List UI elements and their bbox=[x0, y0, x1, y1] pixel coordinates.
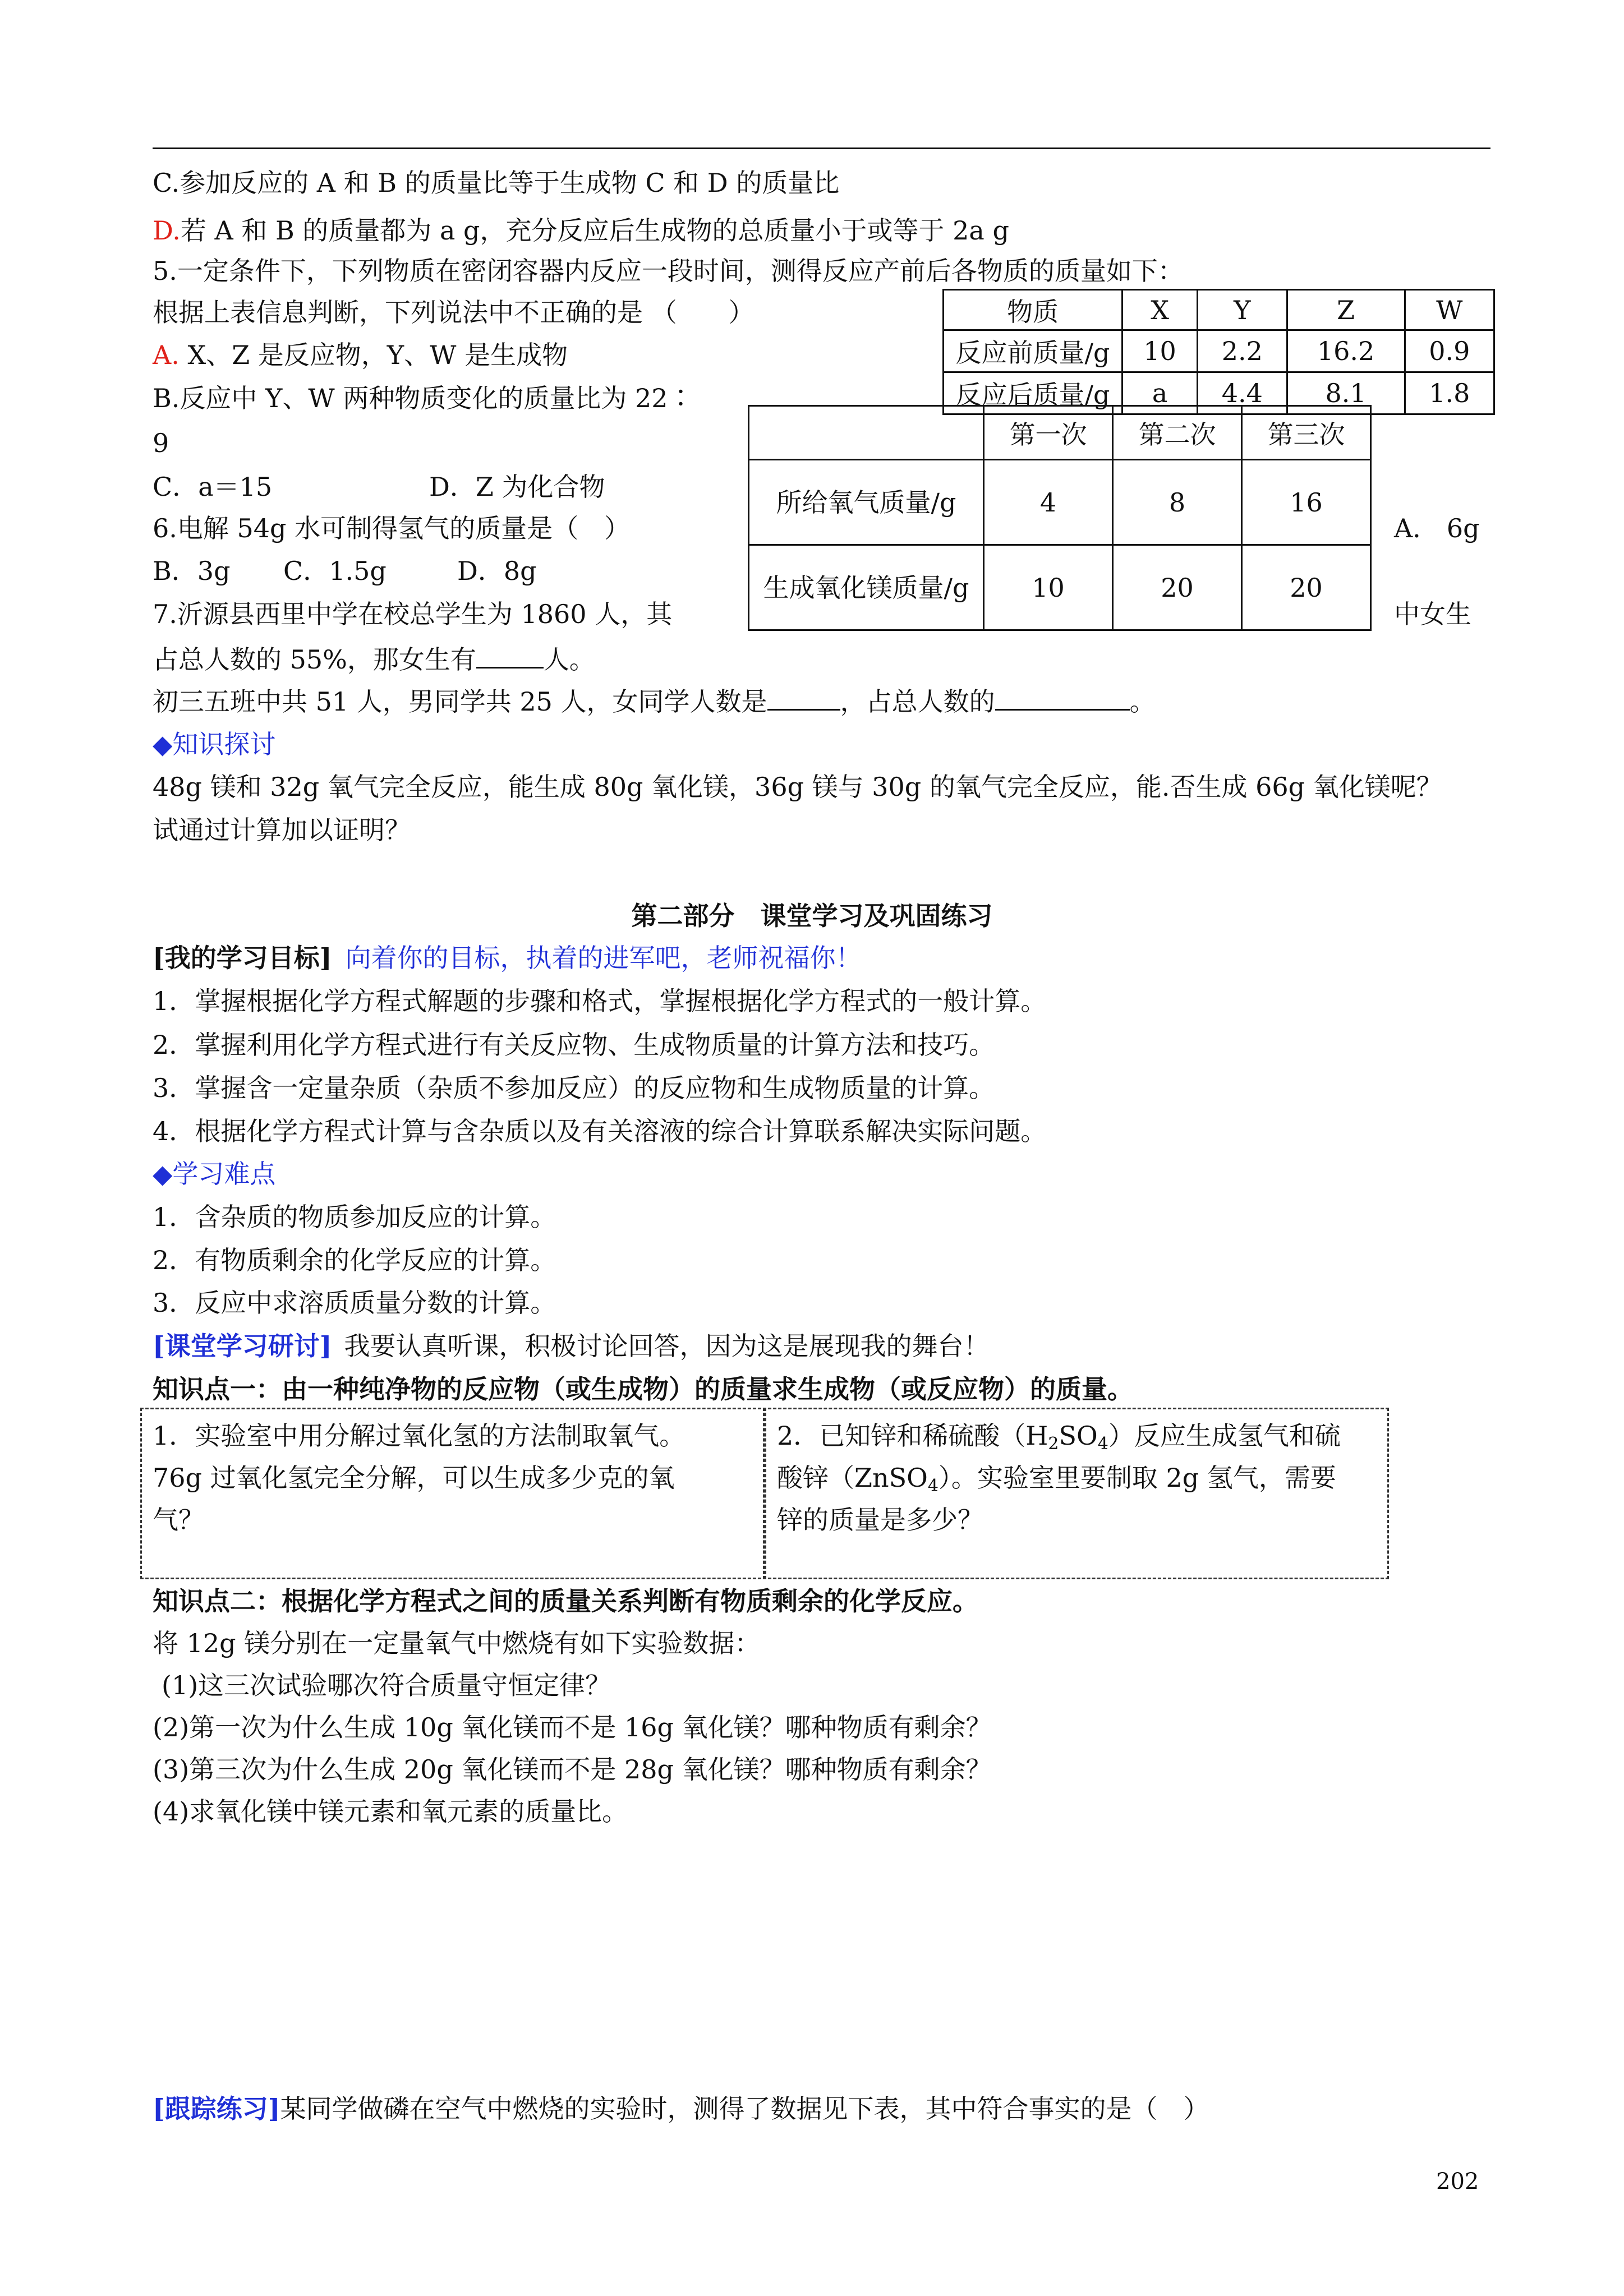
q7-line2 bbox=[153, 642, 595, 676]
box-left-line-2: 76g 过氧化氢完全分解，可以生成多少克的氧 bbox=[153, 1463, 675, 1493]
mg-oxygen-table bbox=[748, 405, 1372, 631]
q7-line3-mid: ，占总人数的 bbox=[840, 686, 995, 717]
table-cell: 16.2 bbox=[1287, 330, 1405, 372]
header-rule bbox=[153, 147, 1490, 149]
table-cell: 8 bbox=[1113, 460, 1242, 545]
kp2-intro: 将 12g 镁分别在一定量氧气中燃烧有如下实验数据： bbox=[153, 1628, 761, 1658]
goal-label: [我的学习目标] bbox=[153, 943, 332, 973]
table-cell: 1.8 bbox=[1405, 372, 1494, 414]
subscript: 4 bbox=[927, 1476, 938, 1496]
q5-stem2: 根据上表信息判断，下列说法中不正确的是 （ ） bbox=[153, 297, 755, 328]
q5-option-a-letter: A. bbox=[153, 340, 180, 370]
table-cell: 10 bbox=[1122, 330, 1198, 372]
table-cell: 16 bbox=[1242, 460, 1371, 545]
table-cell: 第三次 bbox=[1242, 406, 1371, 460]
box-right-text: SO bbox=[1059, 1421, 1098, 1451]
table-cell: 所给氧气质量/g bbox=[749, 460, 984, 545]
goal-item-3: 3．掌握含一定量杂质（杂质不参加反应）的反应物和生成物质量的计算。 bbox=[153, 1073, 995, 1103]
q6-option-b: B．3g bbox=[153, 556, 231, 586]
table-row bbox=[749, 460, 1371, 545]
class-study-label: [课堂学习研讨] bbox=[153, 1331, 332, 1361]
box-right-text: ）。实验室里要制取 2g 氢气，需要 bbox=[938, 1463, 1336, 1493]
q4-option-d-letter: D. bbox=[153, 215, 181, 246]
q7-line2-text: 占总人数的 55%，那女生有 bbox=[153, 644, 476, 675]
q7-line1-tail: 中女生 bbox=[1394, 599, 1471, 629]
table-cell: 第二次 bbox=[1113, 406, 1242, 460]
tracking-exercise-line bbox=[153, 2092, 1209, 2126]
table-cell: 第一次 bbox=[984, 406, 1113, 460]
difficulty-heading: ◆学习难点 bbox=[153, 1159, 276, 1189]
q4-option-d-text: 若 A 和 B 的质量都为 a g，充分反应后生成物的总质量小于或等于 2a g bbox=[180, 215, 1009, 246]
box-right-line-3: 锌的质量是多少？ bbox=[777, 1505, 983, 1535]
table-cell: Y bbox=[1198, 290, 1287, 330]
box-right-text: ）反应生成氢气和硫 bbox=[1108, 1421, 1341, 1451]
table-row bbox=[749, 545, 1371, 630]
class-study-line bbox=[153, 1329, 990, 1363]
kp2-question-2: (2)第一次为什么生成 10g 氧化镁而不是 16g 氧化镁？哪种物质有剩余？ bbox=[153, 1712, 992, 1742]
knowledge-point-2: 知识点二：根据化学方程式之间的质量关系判断有物质剩余的化学反应。 bbox=[153, 1586, 978, 1616]
tracking-exercise-label: [跟踪练习] bbox=[153, 2094, 280, 2124]
table-cell: a bbox=[1122, 372, 1198, 414]
box-left-line-1: 1．实验室中用分解过氧化氢的方法制取氧气。 bbox=[153, 1421, 686, 1451]
table-cell: 反应前质量/g bbox=[944, 330, 1122, 372]
explore-paragraph-1: 48g 镁和 32g 氧气完全反应，能生成 80g 氧化镁，36g 镁与 30g 的氧气完全反应，能.否生成 66g 氧化镁呢？ bbox=[153, 772, 1442, 802]
table-cell: X bbox=[1122, 290, 1198, 330]
table-cell: 20 bbox=[1242, 545, 1371, 630]
table-cell: W bbox=[1405, 290, 1494, 330]
q5-option-a-text: X、Z 是反应物，Y、W 是生成物 bbox=[179, 340, 568, 370]
table-cell: 4.4 bbox=[1198, 372, 1287, 414]
table-cell: Z bbox=[1287, 290, 1405, 330]
knowledge-point-1: 知识点一：由一种纯净物的反应物（或生成物）的质量求生成物（或反应物）的质量。 bbox=[153, 1374, 1133, 1404]
q7-line3-text: 初三五班中共 51 人，男同学共 25 人，女同学人数是 bbox=[153, 686, 767, 717]
q5-option-a bbox=[153, 338, 568, 372]
q7-line1: 7.沂源县西里中学在校总学生为 1860 人，其 bbox=[153, 599, 673, 629]
table-cell: 2.2 bbox=[1198, 330, 1287, 372]
box-left-line-3: 气？ bbox=[153, 1505, 204, 1535]
difficulty-item-1: 1．含杂质的物质参加反应的计算。 bbox=[153, 1202, 556, 1232]
part2-title: 第二部分 课堂学习及巩固练习 bbox=[631, 901, 993, 931]
kp2-question-3: (3)第三次为什么生成 20g 氧化镁而不是 28g 氧化镁？哪种物质有剩余？ bbox=[153, 1754, 992, 1785]
table-cell: 8.1 bbox=[1287, 372, 1405, 414]
table-row bbox=[944, 330, 1494, 372]
q6-option-d: D．8g bbox=[457, 556, 537, 586]
q6-option-c: C．1.5g bbox=[283, 556, 387, 586]
table-cell: 物质 bbox=[944, 290, 1122, 330]
goal-slogan: 向着你的目标，执着的进军吧，老师祝福你！ bbox=[345, 943, 862, 973]
q5-stem: 5.一定条件下，下列物质在密闭容器内反应一段时间，测得反应产前后各物质的质量如下： bbox=[153, 256, 1184, 286]
table-cell bbox=[749, 406, 984, 460]
difficulty-item-2: 2．有物质剩余的化学反应的计算。 bbox=[153, 1245, 556, 1275]
table-cell: 4 bbox=[984, 460, 1113, 545]
q5-option-b-line1: B.反应中 Y、W 两种物质变化的质量比为 22∶ bbox=[153, 383, 694, 413]
answer-blank[interactable] bbox=[995, 684, 1130, 711]
kp2-question-1: (1)这三次试验哪次符合质量守恒定律？ bbox=[162, 1670, 611, 1700]
q5-option-d: D．Z 为化合物 bbox=[429, 472, 605, 502]
class-study-text: 我要认真听课，积极讨论回答，因为这是展现我的舞台！ bbox=[344, 1331, 990, 1361]
q7-line2-end: 人。 bbox=[543, 644, 595, 675]
answer-blank[interactable] bbox=[767, 684, 840, 711]
difficulty-item-3: 3．反应中求溶质质量分数的计算。 bbox=[153, 1288, 556, 1318]
q5-option-c: C．a＝15 bbox=[153, 472, 273, 502]
table-cell: 0.9 bbox=[1405, 330, 1494, 372]
q6-stem: 6.电解 54g 水可制得氢气的质量是（ ） bbox=[153, 513, 631, 543]
box-right-text: 酸锌（ZnSO bbox=[777, 1463, 928, 1493]
box-right-line-1 bbox=[777, 1419, 1341, 1461]
q5-mass-table bbox=[942, 289, 1495, 415]
q7-line3-end: 。 bbox=[1129, 686, 1156, 717]
goal-item-2: 2．掌握利用化学方程式进行有关反应物、生成物质量的计算方法和技巧。 bbox=[153, 1030, 995, 1060]
explore-heading: ◆知识探讨 bbox=[153, 729, 276, 759]
q5-option-b-line2: 9 bbox=[153, 428, 169, 458]
explore-paragraph-2: 试通过计算加以证明？ bbox=[153, 815, 411, 845]
kp2-question-4: (4)求氧化镁中镁元素和氧元素的质量比。 bbox=[153, 1796, 628, 1827]
page-number: 202 bbox=[1436, 2169, 1479, 2194]
table-cell: 10 bbox=[984, 545, 1113, 630]
q4-option-c: C.参加反应的 A 和 B 的质量比等于生成物 C 和 D 的质量比 bbox=[153, 168, 840, 198]
q4-option-d bbox=[153, 214, 1009, 247]
goal-item-4: 4．根据化学方程式计算与含杂质以及有关溶液的综合计算联系解决实际问题。 bbox=[153, 1116, 1047, 1146]
q6-option-a: A． 6g bbox=[1394, 513, 1480, 543]
box-right-line-2 bbox=[777, 1461, 1336, 1503]
box-right-text: 2．已知锌和稀硫酸（H bbox=[777, 1421, 1048, 1451]
table-cell: 20 bbox=[1113, 545, 1242, 630]
table-cell: 生成氧化镁质量/g bbox=[749, 545, 984, 630]
subscript: 4 bbox=[1097, 1434, 1108, 1454]
tracking-exercise-text: 某同学做磷在空气中燃烧的实验时，测得了数据见下表，其中符合事实的是（ ） bbox=[280, 2094, 1209, 2124]
table-header-row bbox=[749, 406, 1371, 460]
goal-line bbox=[153, 941, 862, 975]
goal-item-1: 1．掌握根据化学方程式解题的步骤和格式，掌握根据化学方程式的一般计算。 bbox=[153, 986, 1047, 1016]
subscript: 2 bbox=[1048, 1434, 1059, 1454]
table-cell: 反应后质量/g bbox=[944, 372, 1122, 414]
answer-blank[interactable] bbox=[476, 642, 544, 668]
q7-line3 bbox=[153, 684, 1156, 718]
table-header-row bbox=[944, 290, 1494, 330]
